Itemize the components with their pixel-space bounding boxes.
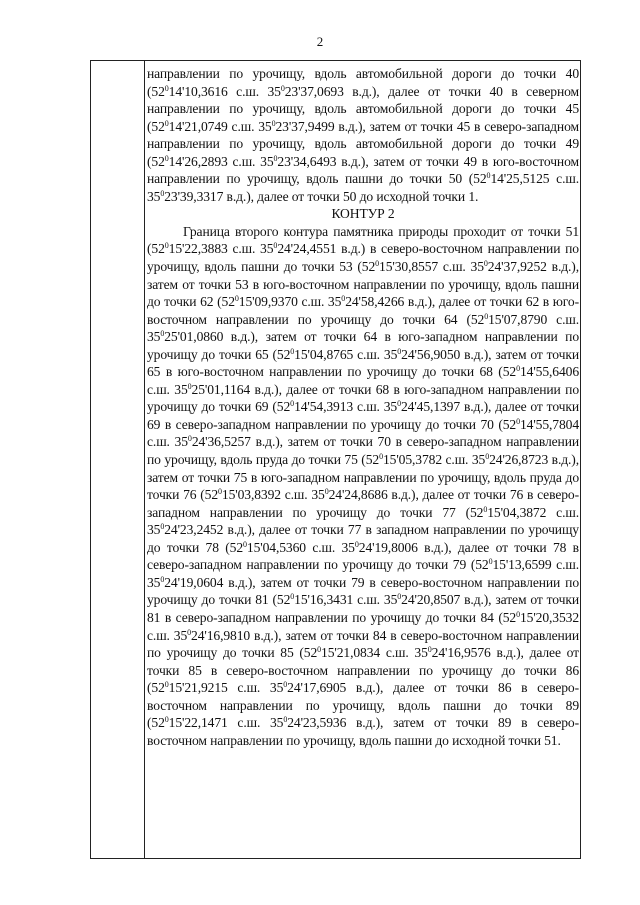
text-run: 15'05,3782 с.ш. 35 (382, 452, 486, 468)
text-run: 24'56,9050 в.д.), затем от точки 65 в юго-восточном направлении по урочищу до точки 68 (52 (147, 346, 579, 380)
degree-superscript: 0 (290, 592, 295, 602)
degree-superscript: 0 (164, 118, 169, 128)
text-run: 15'21,9215 с.ш. 35 (168, 680, 284, 696)
degree-superscript: 0 (324, 487, 329, 497)
text-run: 24'24,8686 в.д.), далее от точки 76 в северо-западном направлении по урочищу до точки 77 (52 (147, 487, 579, 520)
text-run: 24'37,9252 в.д.), затем от точки 53 в юго-восточном направлении по урочищу, вдоль пашни до точки 62 (52 (147, 259, 579, 310)
text-run: 15'03,8392 с.ш. 35 (221, 487, 325, 503)
degree-superscript: 0 (273, 241, 278, 251)
degree-superscript: 0 (187, 381, 192, 391)
text-run: 23'37,9499 в.д.), затем от точки 45 в северо-западном направлении по урочищу, вдоль автомобильной дороги до точки 49 (52 (147, 118, 579, 169)
degree-superscript: 0 (164, 241, 169, 251)
text-run: 14'25,5125 с.ш. 35 (147, 171, 580, 204)
degree-superscript: 0 (483, 504, 488, 514)
degree-superscript: 0 (397, 399, 401, 409)
text-run: 14'21,0749 с.ш. 35 (168, 118, 272, 134)
text-run: направлении по урочищу, вдоль автомобильной дороги до точки 40 (52 (147, 66, 579, 99)
text-run: 14'26,2893 с.ш. 35 (168, 153, 274, 169)
text-run: 23'37,0693 в.д.), далее от точки 40 в северном направлении по урочищу, вдоль автомобильной дороги до точки 45 (52 (147, 83, 579, 134)
text-run: 24'45,1397 в.д.), далее от точки 69 в северо-западном направлении по урочищу до точки 70 (52 (147, 399, 579, 432)
paragraph-contour-1-end (147, 65, 579, 205)
text-run: 25'01,1164 в.д.), далее от точки 68 в юго-западном направлении по урочищу до точки 69 (52 (147, 381, 580, 415)
degree-superscript: 0 (484, 311, 489, 321)
text-run: Граница второго контура памятника природы проходит от точки 51 (52 (147, 223, 579, 257)
degree-superscript: 0 (379, 452, 383, 462)
degree-superscript: 0 (283, 715, 288, 725)
degree-superscript: 0 (164, 153, 169, 163)
text-run: 24'16,9576 в.д.), далее от точки 85 в северо-восточном направлении по урочищу до точки 86 (52 (147, 645, 579, 696)
text-run: 14'55,6406 с.ш. 35 (147, 364, 579, 397)
degree-superscript: 0 (243, 539, 247, 549)
text-run: 15'20,3532 с.ш. 35 (147, 609, 579, 643)
degree-superscript: 0 (160, 329, 165, 339)
text-run: 24'19,0604 в.д.), затем от точки 79 в северо-восточном направлении по урочищу до точки 81 (52 (147, 574, 579, 608)
text-run: 15'21,0834 с.ш. 35 (321, 645, 428, 661)
degree-superscript: 0 (397, 592, 402, 602)
degree-superscript: 0 (234, 294, 239, 304)
text-run: 15'16,3431 с.ш. 35 (294, 592, 398, 608)
degree-superscript: 0 (483, 259, 488, 269)
degree-superscript: 0 (516, 609, 520, 619)
table-right-column (147, 65, 579, 749)
text-run: 24'26,8723 в.д.), затем от точки 75 в юго-западном направлении по урочищу, вдоль пруда до точки 76 (52 (147, 452, 579, 503)
text-run: 24'19,8006 в.д.), далее от точки 78 в северо-западном направлении по урочищу до точки 79 (52 (147, 539, 579, 573)
degree-superscript: 0 (187, 434, 192, 444)
text-run: 15'04,8765 с.ш. 35 (294, 346, 398, 362)
text-run: 25'01,0860 в.д.), затем от точки 64 в юго-западном направлении по урочищу до точки 65 (52 (147, 329, 579, 362)
degree-superscript: 0 (516, 416, 520, 426)
text-run: 14'10,3616 с.ш. 35 (168, 83, 281, 99)
degree-superscript: 0 (273, 153, 278, 163)
degree-superscript: 0 (290, 399, 295, 409)
text-run: 15'22,3883 с.ш. 35 (168, 241, 274, 257)
text-run: 14'54,3913 с.ш. 35 (294, 399, 398, 415)
degree-superscript: 0 (486, 171, 491, 181)
text-run: 24'16,9810 в.д.), затем от точки 84 в северо-восточном направлении по урочищу до точки 85 (52 (147, 627, 579, 661)
degree-superscript: 0 (218, 487, 222, 497)
document-table (90, 60, 581, 859)
text-run: 24'36,5257 в.д.), затем от точки 70 в северо-западном направлении по урочищу, вдоль пруда до точки 75 (52 (147, 434, 579, 468)
contour-2-heading: КОНТУР 2 (331, 206, 395, 222)
text-run: 15'09,9370 с.ш. 35 (238, 294, 342, 310)
text-run: 23'34,6493 в.д.), затем от точки 49 в юго-восточном направлении по урочищу, вдоль пашни до точки 50 (52 (147, 153, 579, 187)
degree-superscript: 0 (341, 294, 346, 304)
table-left-column (91, 61, 145, 858)
text-run: 15'04,3872 с.ш. 35 (147, 504, 579, 538)
degree-superscript: 0 (427, 645, 432, 655)
degree-superscript: 0 (160, 188, 165, 198)
text-run: 15'22,1471 с.ш. 35 (168, 715, 284, 731)
degree-superscript: 0 (397, 346, 402, 356)
degree-superscript: 0 (290, 346, 295, 356)
text-run: 24'17,6905 в.д.), далее от точки 86 в северо-восточном направлении по урочищу, вдоль пашни до точки 89 (52 (147, 680, 579, 731)
text-run: 15'04,5360 с.ш. 35 (246, 539, 355, 555)
degree-superscript: 0 (516, 364, 520, 374)
text-run: 15'07,8790 с.ш. 35 (147, 311, 579, 345)
degree-superscript: 0 (317, 645, 322, 655)
degree-superscript: 0 (485, 452, 490, 462)
degree-superscript: 0 (164, 715, 169, 725)
degree-superscript: 0 (488, 557, 493, 567)
text-run: 14'55,7804 с.ш. 35 (147, 416, 579, 450)
text-run: 24'20,8507 в.д.), затем от точки 81 в северо-западном направлении по урочищу до точки 84 (52 (147, 592, 579, 625)
degree-superscript: 0 (164, 83, 169, 93)
degree-superscript: 0 (375, 259, 380, 269)
degree-superscript: 0 (354, 539, 359, 549)
degree-superscript: 0 (164, 680, 169, 690)
page-number: 2 (316, 34, 324, 49)
paragraph-contour-2 (147, 223, 579, 749)
text-run: 24'58,4266 в.д.), далее от точки 62 в юго-восточном направлении по урочищу до точки 64 (52 (147, 294, 579, 327)
text-run: 24'24,4551 в.д.) в северо-восточном направлении по урочищу, вдоль пашни до точки 53 (52 (147, 241, 579, 275)
text-run: 23'39,3317 в.д.), далее от точки 50 до исходной точки 1. (164, 188, 479, 204)
degree-superscript: 0 (160, 574, 165, 584)
degree-superscript: 0 (187, 627, 192, 637)
text-run: 24'23,2452 в.д.), далее от точки 77 в западном направлении по урочищу до точки 78 (52 (147, 522, 579, 555)
text-run: 24'23,5936 в.д.), затем от точки 89 в северо-восточном направлении по урочищу, вдоль пашни до исходной точки 51. (147, 715, 579, 748)
degree-superscript: 0 (283, 680, 288, 690)
text-run: 15'13,6599 с.ш. 35 (147, 557, 579, 590)
degree-superscript: 0 (280, 83, 285, 93)
degree-superscript: 0 (271, 118, 276, 128)
degree-superscript: 0 (160, 522, 165, 532)
text-run: 15'30,8557 с.ш. 35 (379, 259, 484, 275)
